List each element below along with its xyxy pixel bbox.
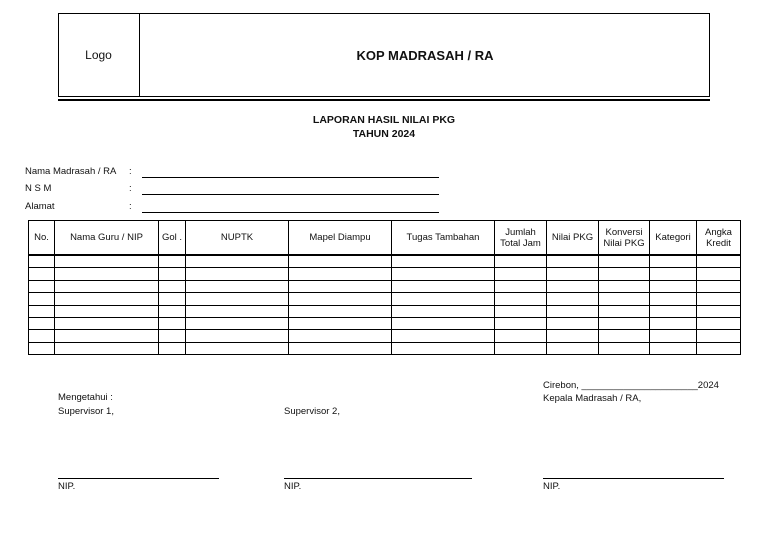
table-cell[interactable] (55, 293, 159, 305)
field-colon: : (129, 183, 132, 194)
table-cell[interactable] (650, 268, 697, 280)
table-cell[interactable] (289, 293, 392, 305)
table-cell[interactable] (547, 268, 599, 280)
table-cell[interactable] (159, 255, 186, 268)
table-cell[interactable] (186, 268, 289, 280)
column-header: Tugas Tambahan (392, 221, 495, 256)
report-year: TAHUN 2024 (352, 128, 416, 140)
table-cell[interactable] (599, 330, 650, 342)
table-cell[interactable] (599, 317, 650, 329)
table-cell[interactable] (29, 342, 55, 354)
table-cell[interactable] (697, 305, 741, 317)
table-cell[interactable] (186, 330, 289, 342)
field-line-nsm (142, 194, 439, 195)
table-cell[interactable] (55, 330, 159, 342)
column-header: Nama Guru / NIP (55, 221, 159, 256)
table-cell[interactable] (650, 293, 697, 305)
table-cell[interactable] (392, 293, 495, 305)
table-cell[interactable] (159, 330, 186, 342)
supervisor-1-label: Supervisor 1, (58, 406, 114, 417)
table-row (29, 317, 741, 329)
table-cell[interactable] (697, 255, 741, 268)
table-cell[interactable] (547, 342, 599, 354)
column-header: Jumlah Total Jam (495, 221, 547, 256)
table-cell[interactable] (495, 293, 547, 305)
column-header: Gol . (159, 221, 186, 256)
table-cell[interactable] (289, 305, 392, 317)
table-cell[interactable] (599, 293, 650, 305)
supervisor-2-label: Supervisor 2, (284, 406, 340, 417)
table-cell[interactable] (29, 305, 55, 317)
signature-line-headmaster (543, 478, 724, 479)
nip-supervisor-1: NIP. (58, 481, 76, 492)
letterhead-title: KOP MADRASAH / RA (356, 47, 494, 63)
table-cell[interactable] (547, 330, 599, 342)
field-line-nama-madrasah (142, 177, 439, 178)
table-cell[interactable] (547, 293, 599, 305)
table-cell[interactable] (55, 280, 159, 292)
table-cell[interactable] (289, 342, 392, 354)
column-header: Mapel Diampu (289, 221, 392, 256)
field-line-alamat (142, 212, 439, 213)
table-cell[interactable] (392, 280, 495, 292)
table-cell[interactable] (186, 255, 289, 268)
table-row (29, 330, 741, 342)
table-row (29, 342, 741, 354)
table-cell[interactable] (495, 255, 547, 268)
table-cell[interactable] (186, 280, 289, 292)
table-cell[interactable] (599, 268, 650, 280)
table-cell[interactable] (697, 330, 741, 342)
table-cell[interactable] (55, 342, 159, 354)
table-cell[interactable] (650, 330, 697, 342)
table-cell[interactable] (547, 255, 599, 268)
table-cell[interactable] (697, 280, 741, 292)
nip-headmaster: NIP. (543, 481, 561, 492)
field-label-nama-madrasah: Nama Madrasah / RA (25, 166, 117, 177)
column-header: No. (29, 221, 55, 256)
table-cell[interactable] (697, 268, 741, 280)
table-cell[interactable] (29, 293, 55, 305)
signature-line-supervisor-2 (284, 478, 472, 479)
table-cell[interactable] (495, 342, 547, 354)
table-cell[interactable] (186, 305, 289, 317)
table-cell[interactable] (495, 268, 547, 280)
table-cell[interactable] (599, 280, 650, 292)
table-cell[interactable] (289, 280, 392, 292)
table-row (29, 268, 741, 280)
table-cell[interactable] (599, 342, 650, 354)
signature-line-supervisor-1 (58, 478, 219, 479)
table-cell[interactable] (392, 317, 495, 329)
table-cell[interactable] (289, 268, 392, 280)
report-title: LAPORAN HASIL NILAI PKG (312, 114, 456, 126)
column-header: Konversi Nilai PKG (599, 221, 650, 256)
table-cell[interactable] (392, 330, 495, 342)
table-cell[interactable] (289, 330, 392, 342)
table-cell[interactable] (29, 317, 55, 329)
field-label-nsm: N S M (25, 183, 52, 194)
field-colon: : (129, 166, 132, 177)
table-cell[interactable] (392, 305, 495, 317)
pkg-score-table (28, 220, 741, 355)
table-cell[interactable] (392, 342, 495, 354)
table-cell[interactable] (599, 255, 650, 268)
table-body (29, 255, 741, 355)
table-cell[interactable] (159, 342, 186, 354)
table-cell[interactable] (29, 330, 55, 342)
table-cell[interactable] (29, 255, 55, 268)
table-cell[interactable] (159, 293, 186, 305)
field-label-alamat: Alamat (25, 201, 55, 212)
table-cell[interactable] (650, 255, 697, 268)
table-cell[interactable] (599, 305, 650, 317)
table-cell[interactable] (55, 268, 159, 280)
table-cell[interactable] (697, 317, 741, 329)
column-header: Nilai PKG (547, 221, 599, 256)
acknowledged-label: Mengetahui : (58, 392, 113, 403)
table-cell[interactable] (392, 255, 495, 268)
headmaster-label: Kepala Madrasah / RA, (543, 393, 642, 404)
table-row (29, 255, 741, 268)
table-cell[interactable] (289, 317, 392, 329)
table-cell[interactable] (495, 317, 547, 329)
table-cell[interactable] (55, 305, 159, 317)
table-cell[interactable] (55, 255, 159, 268)
table-cell[interactable] (159, 268, 186, 280)
table-row (29, 280, 741, 292)
table-cell[interactable] (697, 293, 741, 305)
table-cell[interactable] (650, 342, 697, 354)
table-cell[interactable] (650, 305, 697, 317)
column-header: Kategori (650, 221, 697, 256)
table-cell[interactable] (547, 317, 599, 329)
table-cell[interactable] (650, 280, 697, 292)
table-cell[interactable] (186, 293, 289, 305)
table-cell[interactable] (495, 280, 547, 292)
table-header-row (29, 221, 741, 256)
place-date: Cirebon, ______________________2024 (543, 380, 719, 391)
table-cell[interactable] (159, 317, 186, 329)
table-cell[interactable] (650, 317, 697, 329)
table-cell[interactable] (697, 342, 741, 354)
table-cell[interactable] (29, 280, 55, 292)
table-cell[interactable] (186, 342, 289, 354)
letterhead-underline (58, 99, 710, 101)
table-cell[interactable] (495, 305, 547, 317)
table-cell[interactable] (547, 280, 599, 292)
column-header: NUPTK (186, 221, 289, 256)
table-row (29, 293, 741, 305)
table-cell[interactable] (29, 268, 55, 280)
table-cell[interactable] (186, 317, 289, 329)
table-cell[interactable] (159, 305, 186, 317)
table-row (29, 305, 741, 317)
logo-placeholder: Logo (85, 48, 112, 62)
nip-supervisor-2: NIP. (284, 481, 302, 492)
table-cell[interactable] (392, 268, 495, 280)
table-cell[interactable] (159, 280, 186, 292)
table-cell[interactable] (289, 255, 392, 268)
field-colon: : (129, 201, 132, 212)
column-header: Angka Kredit (697, 221, 741, 256)
table-cell[interactable] (55, 317, 159, 329)
table-cell[interactable] (495, 330, 547, 342)
table-cell[interactable] (547, 305, 599, 317)
